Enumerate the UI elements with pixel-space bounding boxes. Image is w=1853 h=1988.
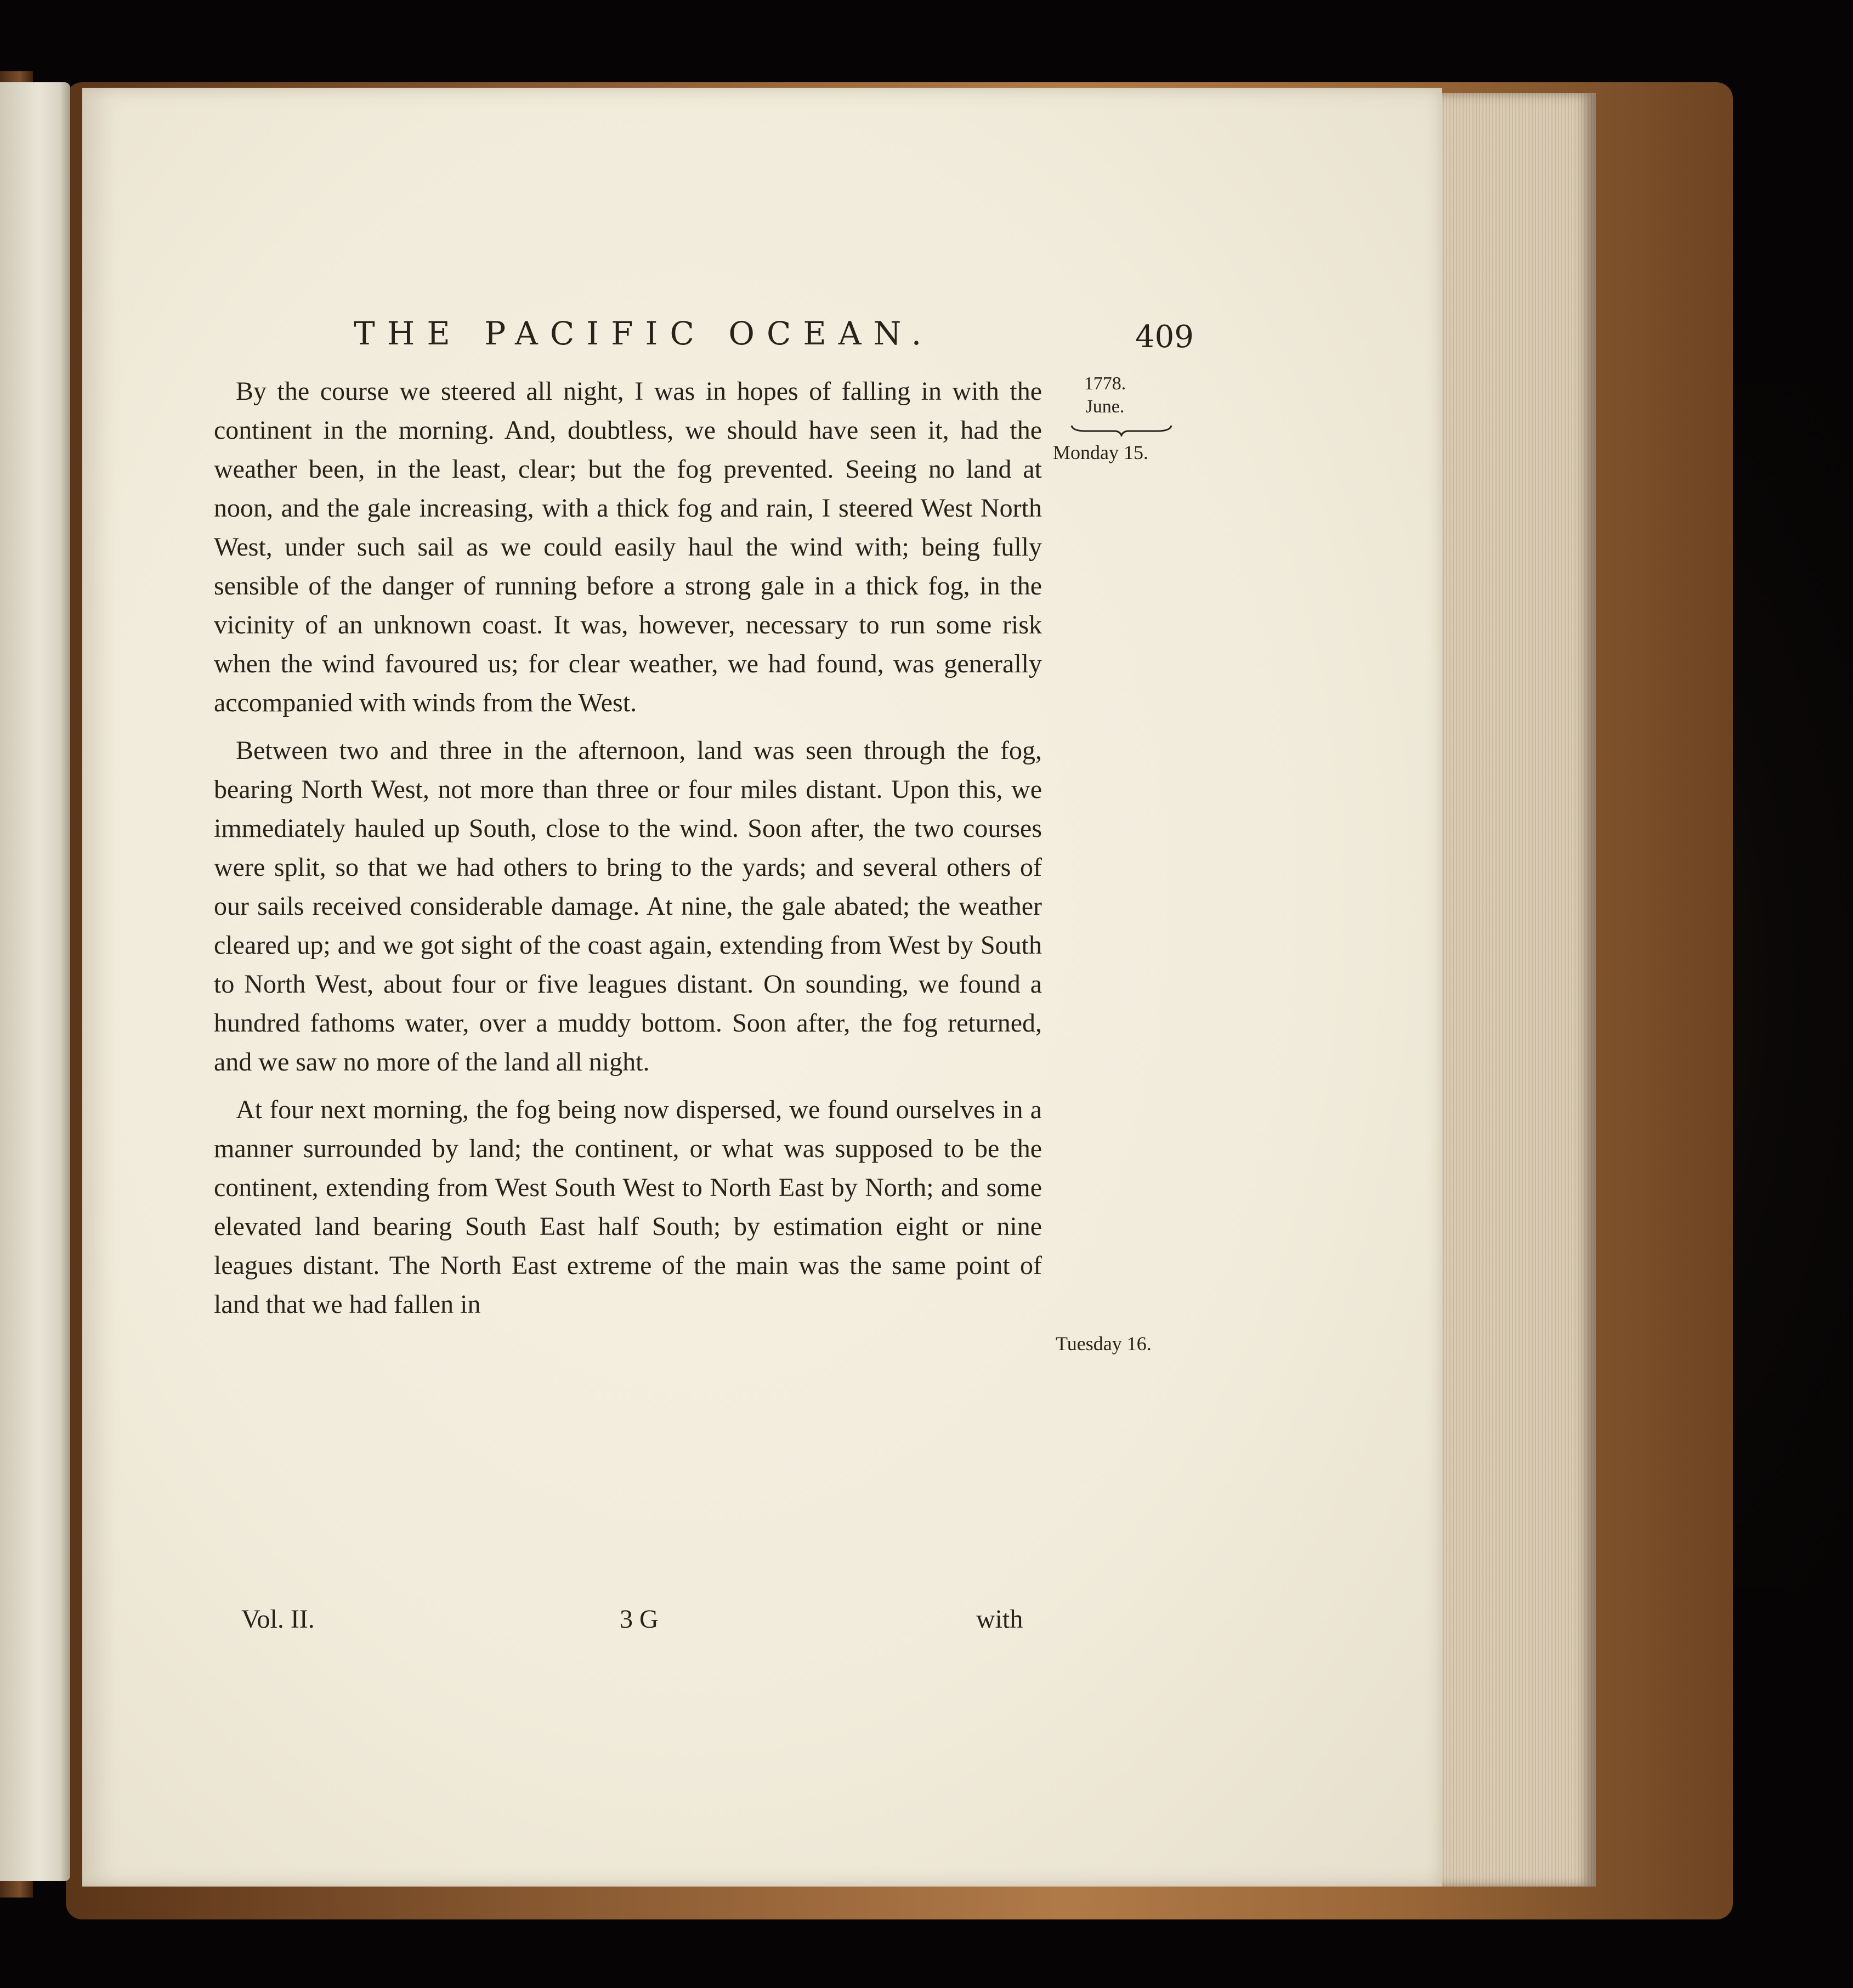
paragraph-2: Between two and three in the afternoon, land was seen through the fog, bearing North West, not more than three or four miles distant. Upon this, we immediately hauled up South, close to the wind. Soon after, the two courses were split, so that we had others to bring to the yards; and several others of our sails received considerable damage. At nine, the gale abated; the weather cleared up; and we got sight of the coast again, extending from West by South to North West, about four or five leagues distant. On sounding, we found a hundred fathoms water, over a muddy bottom. Soon after, the fog returned, and we saw no more of the land all night. bbox=[214, 736, 1042, 1077]
body-text bbox=[214, 372, 1042, 1333]
margin-note-monday: Monday 15. bbox=[1053, 441, 1148, 463]
page-number: 409 bbox=[1135, 319, 1194, 355]
margin-note-year: 1778. bbox=[1084, 373, 1126, 394]
paragraph-3: At four next morning, the fog being now dispersed, we found ourselves in a manner surrounded by land; the continent, or what was supposed to be the continent, extending from West South West to North East by North; and some elevated land bearing South East half South; by estimation eight or nine leagues distant. The North East extreme of the main was the same point of land that we had fallen in bbox=[214, 1095, 1042, 1319]
margin-note-month: June. bbox=[1085, 397, 1125, 417]
footer-catchword: with bbox=[976, 1605, 1023, 1634]
margin-brace bbox=[1069, 423, 1174, 437]
margin-note-tuesday: Tuesday 16. bbox=[1056, 1333, 1152, 1355]
left-page-edge bbox=[0, 82, 70, 1881]
paragraph-1: By the course we steered all night, I was in hopes of falling in with the continent in the morning. And, doubtless, we should have seen it, had the weather been, in the least, clear; but the fog prevented. Seeing no land at noon, and the gale increasing, with a thick fog and rain, I steered West North West, under such sail as we could easily haul the wind with; being fully sensible of the danger of running before a strong gale in a thick fog, in the vicinity of an unknown coast. It was, however, necessary to run some risk when the wind favoured us; for clear weather, we had found, was generally accompanied with winds from the West. bbox=[214, 377, 1042, 717]
footer-signature: 3 G bbox=[620, 1605, 659, 1634]
running-title: THE PACIFIC OCEAN. bbox=[354, 315, 934, 352]
footer-volume: Vol. II. bbox=[241, 1605, 315, 1634]
page-fore-edge bbox=[1431, 93, 1596, 1887]
